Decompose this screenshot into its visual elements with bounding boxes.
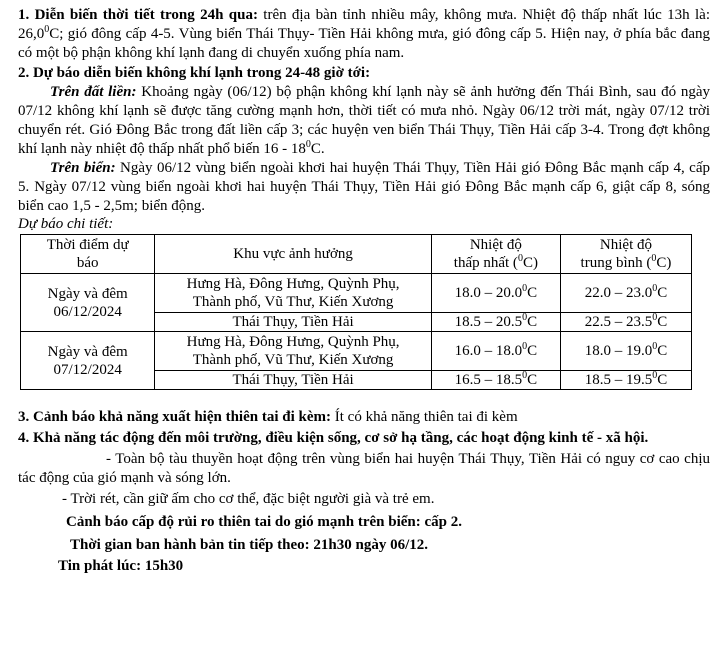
time-cell: Ngày và đêm 07/12/2024 <box>21 332 155 390</box>
header-area: Khu vực ảnh hưởng <box>155 235 431 274</box>
forecast-bulletin <box>18 6 710 576</box>
avg-temp-cell: 22.0 – 23.0$^0$C <box>560 274 691 313</box>
issued-time: Tin phát lúc: 15h30 <box>58 558 184 574</box>
avg-temp-cell: 18.0 – 19.0$^0$C <box>560 332 691 371</box>
area-cell: Hưng Hà, Đông Hưng, Quỳnh Phụ, Thành phố, Vũ Thư, Kiến Xương <box>155 332 431 371</box>
area-cell: Thái Thụy, Tiền Hải <box>155 371 431 390</box>
section-3: 3. Cảnh báo khả năng xuất hiện thiên tai đi kèm: Ít có khả năng thiên tai đi kèm <box>18 409 518 425</box>
table-header-row <box>21 235 692 274</box>
header-time: Thời điểm dự báo <box>21 235 155 274</box>
avg-temp-cell: 22.5 – 23.5$^0$C <box>560 313 691 332</box>
min-temp-cell: 16.5 – 18.5$^0$C <box>431 371 560 390</box>
detail-label: Dự báo chi tiết: <box>18 216 114 232</box>
forecast-table <box>20 234 692 390</box>
impact-bullet-2: - Trời rét, cần giữ ấm cho cơ thể, đặc biệt người già và trẻ em. <box>62 491 435 507</box>
sea-forecast: Trên biển: Ngày 06/12 vùng biển ngoài khơi hai huyện Thái Thụy, Tiền Hải gió Đông Bắc mạnh cấp 4, cấp 5. Ngày 07/12 vùng biển ngoài khơi hai huyện Thái Thụy, Tiền Hải gió Đông Bắc mạnh cấp 6, giật cấp 8, sóng biển cao 1,5 - 2,5m; biển động. <box>18 160 710 214</box>
min-temp-cell: 18.0 – 20.0$^0$C <box>431 274 560 313</box>
section-4-heading: 4. Khả năng tác động đến môi trường, điều kiện sống, cơ sở hạ tầng, các hoạt động kinh tế - xã hội. <box>18 430 649 446</box>
header-avg-temp: Nhiệt độ trung bình ($^0$C) <box>560 235 691 274</box>
impact-bullet-1: - Toàn bộ tàu thuyền hoạt động trên vùng biển hai huyện Thái Thụy, Tiền Hải có nguy cơ cao chịu tác động của gió mạnh và sóng lớn. <box>18 451 710 486</box>
land-forecast: Trên đất liền: Khoảng ngày (06/12) bộ phận không khí lạnh này sẽ ảnh hưởng đến Thái Bình, sau đó ngày 07/12 không khí lạnh sẽ được tăng cường mạnh hơn, thời tiết có mưa nhỏ. Ngày 06/12 trời mát, ngày 07/12 trời chuyển rét. Gió Đông Bắc trong đất liền cấp 3; các huyện ven biển Thái Thụy, Tiền Hải cấp 3-4. Trong đợt không khí lạnh này nhiệt độ thấp nhất phổ biến $16 - 18^0C$. <box>18 84 710 157</box>
section-1: 1. Diễn biến thời tiết trong 24h qua: trên địa bàn tỉnh nhiều mây, không mưa. Nhiệt độ thấp nhất lúc 13h là: 26,0$^0$C; gió đông cấp 4-5. Vùng biển Thái Thụy- Tiền Hải không mưa, gió đông cấp 5. Hiện nay, ở phía bắc đang có một bộ phận không khí lạnh đang di chuyển xuống phía nam. <box>18 7 710 61</box>
area-cell: Hưng Hà, Đông Hưng, Quỳnh Phụ, Thành phố, Vũ Thư, Kiến Xương <box>155 274 431 313</box>
table-row <box>21 332 692 371</box>
min-temp-cell: 18.5 – 20.5$^0$C <box>431 313 560 332</box>
next-bulletin-time: Thời gian ban hành bản tin tiếp theo: 21h30 ngày 06/12. <box>70 537 428 553</box>
table-row <box>21 274 692 313</box>
avg-temp-cell: 18.5 – 19.5$^0$C <box>560 371 691 390</box>
time-cell: Ngày và đêm 06/12/2024 <box>21 274 155 332</box>
area-cell: Thái Thụy, Tiền Hải <box>155 313 431 332</box>
min-temp-cell: 16.0 – 18.0$^0$C <box>431 332 560 371</box>
risk-level: Cảnh báo cấp độ rủi ro thiên tai do gió mạnh trên biển: cấp 2. <box>66 514 463 530</box>
header-min-temp: Nhiệt độ thấp nhất ($^0$C) <box>431 235 560 274</box>
section-1-heading: 1. Diễn biến thời tiết trong 24h qua: <box>18 7 258 23</box>
section-2-heading: 2. Dự báo diễn biến không khí lạnh trong 24-48 giờ tới: <box>18 65 371 81</box>
